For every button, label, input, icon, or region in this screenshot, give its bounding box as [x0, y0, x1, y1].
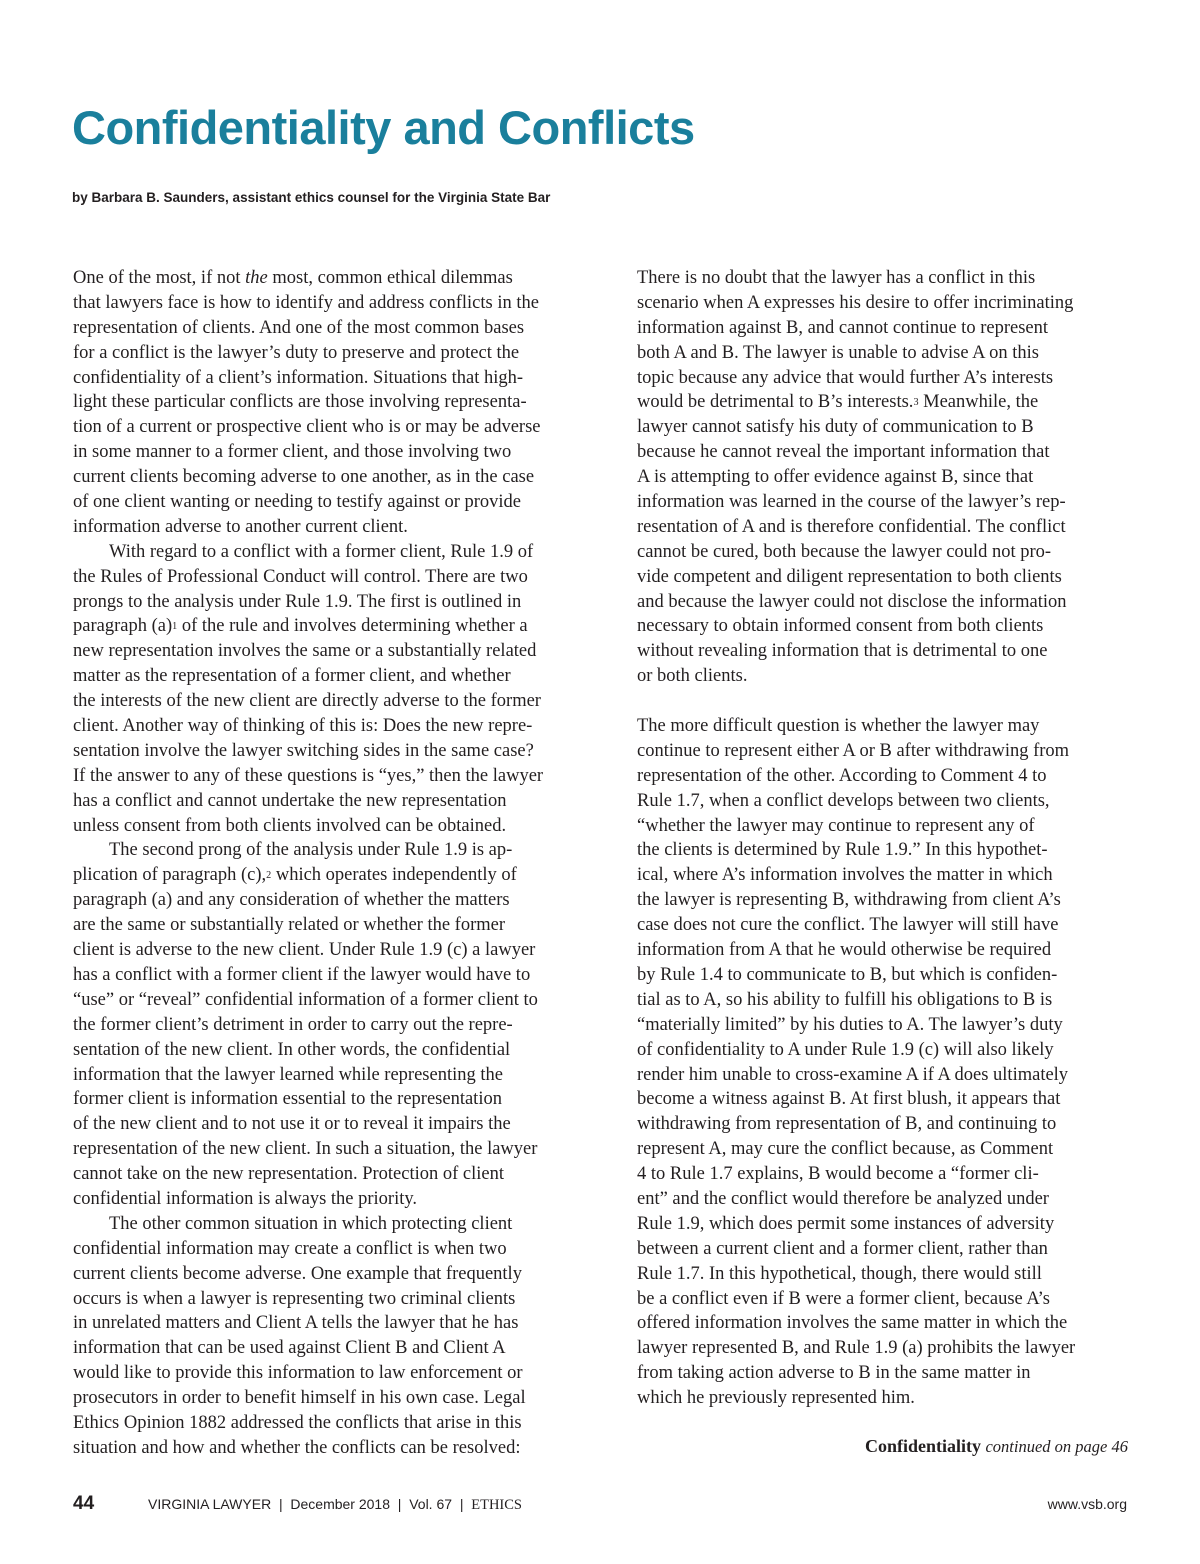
text-line: because he cannot reveal the important information that — [637, 442, 1050, 463]
text-line: are the same or substantially related or whether the former — [73, 915, 506, 936]
text-line: from taking action adverse to B in the same matter in — [637, 1363, 1031, 1384]
text-line: of one client wanting or needing to testify against or provide — [73, 492, 521, 513]
text-line: One of the most, if not the most, common ethical dilemmas — [73, 268, 513, 288]
text-line: in unrelated matters and Client A tells the lawyer that he has — [73, 1313, 519, 1334]
text-line: tion of a current or prospective client who is or may be adverse — [73, 417, 541, 438]
text-line: occurs is when a lawyer is representing two criminal clients — [73, 1288, 516, 1309]
text-line: client. Another way of thinking of this is: Does the new repre- — [73, 716, 533, 737]
text-line: by Rule 1.4 to communicate to B, but which is confiden- — [637, 964, 1058, 985]
publication-name: VIRGINIA LAWYER — [148, 1496, 272, 1512]
text-line: Ethics Opinion 1882 addressed the conflicts that arise in this — [73, 1412, 522, 1433]
text-line: and because the lawyer could not disclose the information — [637, 591, 1067, 612]
text-line: vide competent and diligent representation to both clients — [637, 566, 1062, 587]
text-line: continue to represent either A or B after withdrawing from — [637, 740, 1070, 761]
text-line: plication of paragraph (c),$^2$ which operates independently of — [73, 865, 517, 886]
text-line: of confidentiality to A under Rule 1.9 (c) will also likely — [637, 1039, 1054, 1060]
text-line: current clients becoming adverse to one another, as in the case — [73, 467, 535, 488]
text-line: A is attempting to offer evidence against B, since that — [637, 467, 1034, 488]
text-line: With regard to a conflict with a former client, Rule 1.9 of — [109, 541, 534, 562]
text-line: prongs to the analysis under Rule 1.9. The first is outlined in — [73, 591, 522, 612]
text-line: prosecutors in order to benefit himself in his own case. Legal — [73, 1388, 526, 1409]
text-line: current clients become adverse. One example that frequently — [73, 1263, 522, 1284]
text-line: cannot be cured, both because the lawyer could not pro- — [637, 541, 1052, 562]
text-line: sentation of the new client. In other words, the confidential — [73, 1039, 511, 1060]
text-line: has a conflict with a former client if the lawyer would have to — [73, 964, 531, 985]
text-line: resentation of A and is therefore confidential. The conflict — [637, 516, 1066, 537]
text-line: representation of clients. And one of the most common bases — [73, 317, 525, 338]
text-line: paragraph $(a)^1$ of the rule and involves determining whether a — [73, 616, 528, 637]
article-byline: by Barbara B. Saunders, assistant ethics counsel for the Virginia State Bar — [72, 190, 551, 205]
text-line: light these particular conflicts are those involving representa- — [73, 392, 527, 413]
text-line: the Rules of Professional Conduct will control. There are two — [73, 566, 528, 587]
text-line: information was learned in the course of the lawyer’s rep- — [637, 492, 1066, 513]
text-line: client is adverse to the new client. Under Rule 1.9 (c) a lawyer — [73, 940, 536, 961]
text-line: 4 to Rule 1.7 explains, B would become a “former cli- — [637, 1164, 1039, 1185]
text-line: Rule 1.9, which does permit some instances of adversity — [637, 1213, 1055, 1234]
text-line: representation of the other. According to Comment 4 to — [637, 765, 1047, 786]
text-line: become a witness against B. At first blush, it appears that — [637, 1089, 1061, 1110]
separator: | — [278, 1496, 283, 1512]
text-line: information adverse to another current client. — [73, 516, 408, 537]
text-line: between a current client and a former client, rather than — [637, 1238, 1048, 1259]
section-name: ETHICS — [471, 1497, 522, 1513]
text-line: information from A that he would otherwise be required — [637, 940, 1052, 961]
text-line: represent A, may cure the conflict because, as Comment — [637, 1139, 1054, 1160]
text-line: confidential information may create a conflict is when two — [73, 1238, 507, 1259]
text-line: the former client’s detriment in order to carry out the repre- — [73, 1014, 513, 1035]
text-line: both A and B. The lawyer is unable to advise A on this — [637, 342, 1039, 363]
text-line: withdrawing from representation of B, and continuing to — [637, 1114, 1057, 1135]
text-line: that lawyers face is how to identify and address conflicts in the — [73, 292, 539, 313]
page-number: 44 — [73, 1493, 95, 1514]
text-line: tial as to A, so his ability to fulfill his obligations to B is — [637, 989, 1053, 1010]
text-line: of the new client and to not use it or to reveal it impairs the — [73, 1114, 511, 1135]
text-line: unless consent from both clients involved can be obtained. — [73, 815, 507, 836]
text-line: confidentiality of a client’s information. Situations that high- — [73, 367, 524, 388]
text-line: confidential information is always the priority. — [73, 1188, 418, 1209]
text-line: Rule 1.7, when a conflict develops between two clients, — [637, 790, 1050, 811]
text-line: ent” and the conflict would therefore be analyzed under — [637, 1188, 1049, 1209]
text-line: or both clients. — [637, 666, 748, 687]
footer-publication-info — [148, 1496, 522, 1514]
text-line: The more difficult question is whether the lawyer may — [637, 716, 1040, 737]
text-line: information that the lawyer learned while representing the — [73, 1064, 503, 1085]
separator: | — [459, 1496, 464, 1512]
text-line: which he previously represented him. — [637, 1388, 915, 1409]
text-line: the interests of the new client are directly adverse to the former — [73, 691, 541, 712]
text-line: information that can be used against Client B and Client A — [73, 1338, 506, 1359]
text-line: new representation involves the same or a substantially related — [73, 641, 537, 662]
text-line: the clients is determined by Rule 1.9.” In this hypothet- — [637, 840, 1048, 861]
text-line: topic because any advice that would further A’s interests — [637, 367, 1054, 388]
text-line: Rule 1.7. In this hypothetical, though, there would still — [637, 1263, 1042, 1284]
text-line: be a conflict even if B were a former client, because A’s — [637, 1288, 1050, 1309]
footnote-ref-2: 2 — [266, 870, 272, 882]
text-line: without revealing information that is detrimental to one — [637, 641, 1048, 662]
text-line: in some manner to a former client, and those involving two — [73, 442, 512, 463]
text-line: information against B, and cannot continue to represent — [637, 317, 1048, 338]
text-line: lawyer cannot satisfy his duty of communication to B — [637, 417, 1034, 438]
text-line: sentation involve the lawyer switching sides in the same case? — [73, 740, 534, 761]
text-line: matter as the representation of a former client, and whether — [73, 666, 511, 687]
text-line: render him unable to cross-examine A if A does ultimately — [637, 1064, 1069, 1085]
text-line: cannot take on the new representation. Protection of client — [73, 1164, 505, 1185]
text-line: for a conflict is the lawyer’s duty to preserve and protect the — [73, 342, 520, 363]
continued-notice[interactable] — [865, 1436, 1128, 1457]
text-line: representation of the new client. In such a situation, the lawyer — [73, 1139, 538, 1160]
text-line: lawyer represented B, and Rule 1.9 (a) prohibits the lawyer — [637, 1338, 1076, 1359]
article-column-left — [73, 266, 583, 1461]
text-line: situation and how and whether the conflicts can be resolved: — [73, 1437, 521, 1458]
text-line: “use” or “reveal” confidential information of a former client to — [73, 989, 538, 1010]
text-line: case does not cure the conflict. The lawyer will still have — [637, 915, 1059, 936]
footnote-ref-3: 3 — [913, 397, 919, 409]
paragraph-gap — [637, 689, 1112, 714]
volume: Vol. 67 — [409, 1496, 453, 1512]
text-line: paragraph (a) and any consideration of whether the matters — [73, 890, 510, 911]
text-line: former client is information essential to the representation — [73, 1089, 502, 1110]
text-line: “whether the lawyer may continue to represent any of — [637, 815, 1035, 836]
text-line: necessary to obtain informed consent from both clients — [637, 616, 1044, 637]
text-line: would like to provide this information to law enforcement or — [73, 1363, 523, 1384]
article-column-right — [637, 266, 1112, 1411]
text-line: “materially limited” by his duties to A. The lawyer’s duty — [637, 1014, 1063, 1035]
continued-keyword: Confidentiality — [864, 1436, 981, 1456]
footnote-ref-1: 1 — [172, 621, 178, 633]
continued-text: continued on page 46 — [985, 1437, 1128, 1456]
text-line: the lawyer is representing B, withdrawing from client A’s — [637, 890, 1061, 911]
text-line: has a conflict and cannot undertake the new representation — [73, 790, 507, 811]
text-line: would be detrimental to B’s interests.$^3$ Meanwhile, the — [637, 392, 1039, 413]
text-line: ical, where A’s information involves the matter in which — [637, 865, 1053, 886]
text-line: The other common situation in which protecting client — [109, 1213, 513, 1234]
separator: | — [397, 1496, 402, 1512]
text-line: There is no doubt that the lawyer has a conflict in this — [637, 268, 1036, 288]
text-line: scenario when A expresses his desire to offer incriminating — [637, 292, 1074, 313]
article-title: Confidentiality and Conflicts — [72, 101, 695, 154]
text-line: offered information involves the same matter in which the — [637, 1313, 1068, 1334]
text-line: The second prong of the analysis under Rule 1.9 is ap- — [109, 840, 513, 861]
page-footer — [73, 1493, 1127, 1517]
website-link[interactable]: www.vsb.org — [1047, 1496, 1127, 1512]
text-line: If the answer to any of these questions is “yes,” then the lawyer — [73, 765, 544, 786]
issue-date: December 2018 — [290, 1496, 391, 1512]
